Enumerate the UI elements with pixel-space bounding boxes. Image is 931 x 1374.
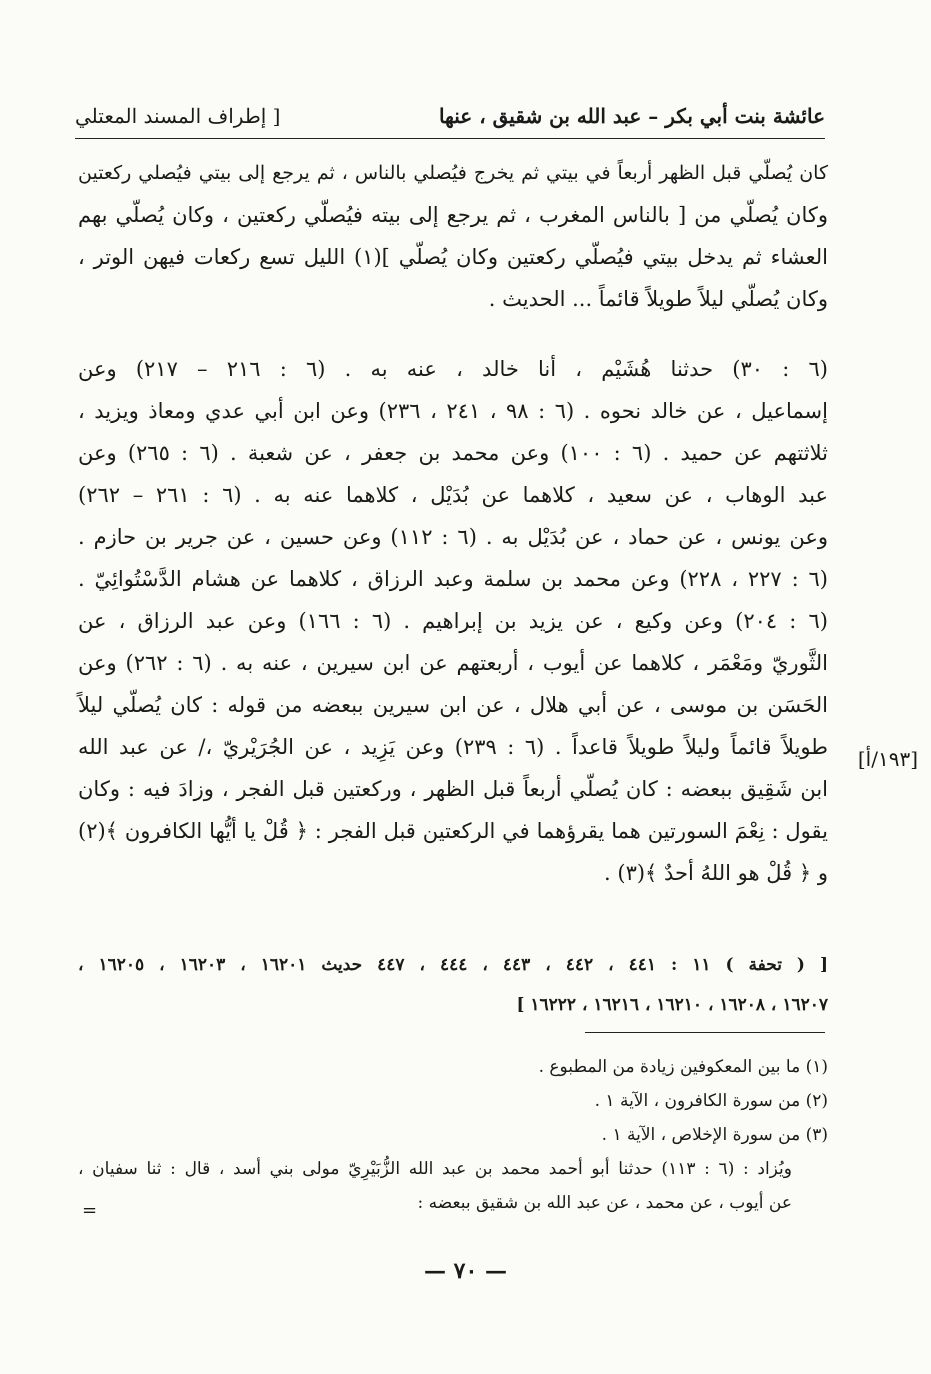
text-line: يقول : نِعْمَ السورتين هما يقرؤهما في الركعتين قبل الفجر : ﴿ قُلْ يا أيُّها الكافرون ﴾(٢) [78,819,828,843]
text-line: ثلاثتهم عن حميد . (٦ : ١٠٠) وعن محمد بن جعفر ، عن شعبة . (٦ : ٢٦٥) وعن [78,441,828,465]
header-title: عائشة بنت أبي بكر – عبد الله بن شقيق ، عنها [438,104,825,128]
tuhfa-reference-block [78,945,828,1025]
text-line: وعن يونس ، عن حماد ، عن بُدَيْل به . (٦ : ١١٢) وعن حسين ، عن جرير بن حازم . [78,525,828,549]
footnote-3: (٣) من سورة الإخلاص ، الآية ١ . [601,1125,828,1145]
continuation-mark: = [82,1200,98,1221]
page-number: — ٧٠ — [424,1258,507,1284]
text-line: (٦ : ٢٢٧ ، ٢٢٨) وعن محمد بن سلمة وعبد الرزاق ، كلاهما عن هشام الدَّسْتُوائِيّ . [78,567,828,591]
text-line: (٦ : ٢٠٤) وعن وكيع ، عن يزيد بن إبراهيم . (٦ : ١٦٦) وعن عبد الرزاق ، عن [78,609,828,633]
text-line: العشاء ثم يدخل بيتي فيُصلّي ركعتين وكان يُصلّي ](١) الليل تسع ركعات فيهن الوتر ، [78,245,828,269]
tuhfa-line: ١٦٢٠٧ ، ١٦٢٠٨ ، ١٦٢١٠ ، ١٦٢١٦ ، ١٦٢٢٢ ] [516,995,828,1015]
text-line: وكان يُصلّي من [ بالناس المغرب ، ثم يرجع إلى بيته فيُصلّي ركعتين ، وكان يُصلّي بهم [78,203,828,227]
tuhfa-line: [ ( تحفة ) ١١ : ٤٤١ ، ٤٤٢ ، ٤٤٣ ، ٤٤٤ ، ٤٤٧ حديث ١٦٢٠١ ، ١٦٢٠٣ ، ١٦٢٠٥ ، [78,955,829,975]
footnote-extra-line: ويُزاد : (٦ : ١١٣) حدثنا أبو أحمد محمد بن عبد الله الزُّبَيْرِيّ مولى بني أسد ، قال : ثنا سفيان ، [78,1159,792,1179]
footnote-1: (١) ما بين المعكوفين زيادة من المطبوع . [538,1057,828,1077]
footnote-extra-line: عن أيوب ، عن محمد ، عن عبد الله بن شقيق ببعضه : [417,1193,792,1213]
text-line: طويلاً قائماً وليلاً طويلاً قاعداً . (٦ : ٢٣٩) وعن يَزِيد ، عن الجُرَيْريّ ،/ عن عبد الله [78,735,828,759]
text-line: كان يُصلّي قبل الظهر أربعاً في بيتي ثم يخرج فيُصلي بالناس ، ثم يرجع إلى بيتي فيُصلي ركعتين [78,162,828,184]
header-book-name: [ إطراف المسند المعتلي [75,104,281,128]
text-line: عبد الوهاب ، عن سعيد ، كلاهما عن بُدَيْل ، كلاهما عنه به . (٦ : ٢٦١ – ٢٦٢) [78,483,828,507]
text-line: (٦ : ٣٠) حدثنا هُشَيْم ، أنا خالد ، عنه به . (٦ : ٢١٦ – ٢١٧) وعن [78,357,828,381]
manuscript-folio-reference: [١٩٣/أ] [857,747,918,771]
footnote-rule [585,1032,825,1033]
text-line: ابن شَقِيق ببعضه : كان يُصلّي أربعاً قبل الظهر ، وركعتين قبل الفجر ، وزادَ فيه : وكان [78,777,828,801]
isnad-text-block [78,348,828,894]
footnotes-block [78,1050,828,1220]
running-header [75,100,825,136]
footnote-2: (٢) من سورة الكافرون ، الآية ١ . [594,1091,828,1111]
text-line: الحَسَن بن موسى ، عن أبي هلال ، عن ابن سيرين ببعضه من قوله : كان يُصلّي ليلاً [78,693,828,717]
header-rule [75,138,825,139]
text-line: و ﴿ قُلْ هو اللهُ أحدٌ ﴾(٣) . [604,861,828,885]
text-line: إسماعيل ، عن خالد نحوه . (٦ : ٩٨ ، ٢٤١ ، ٢٣٦) وعن ابن أبي عدي ومعاذ ويزيد ، [78,399,828,423]
text-line: وكان يُصلّي ليلاً طويلاً قائماً ... الحديث . [488,287,828,311]
text-line: الثَّوريّ ومَعْمَر ، كلاهما عن أيوب ، أربعتهم عن ابن سيرين ، عنه به . (٦ : ٢٦٢) وعن [78,651,828,675]
hadith-text-block [78,152,828,320]
